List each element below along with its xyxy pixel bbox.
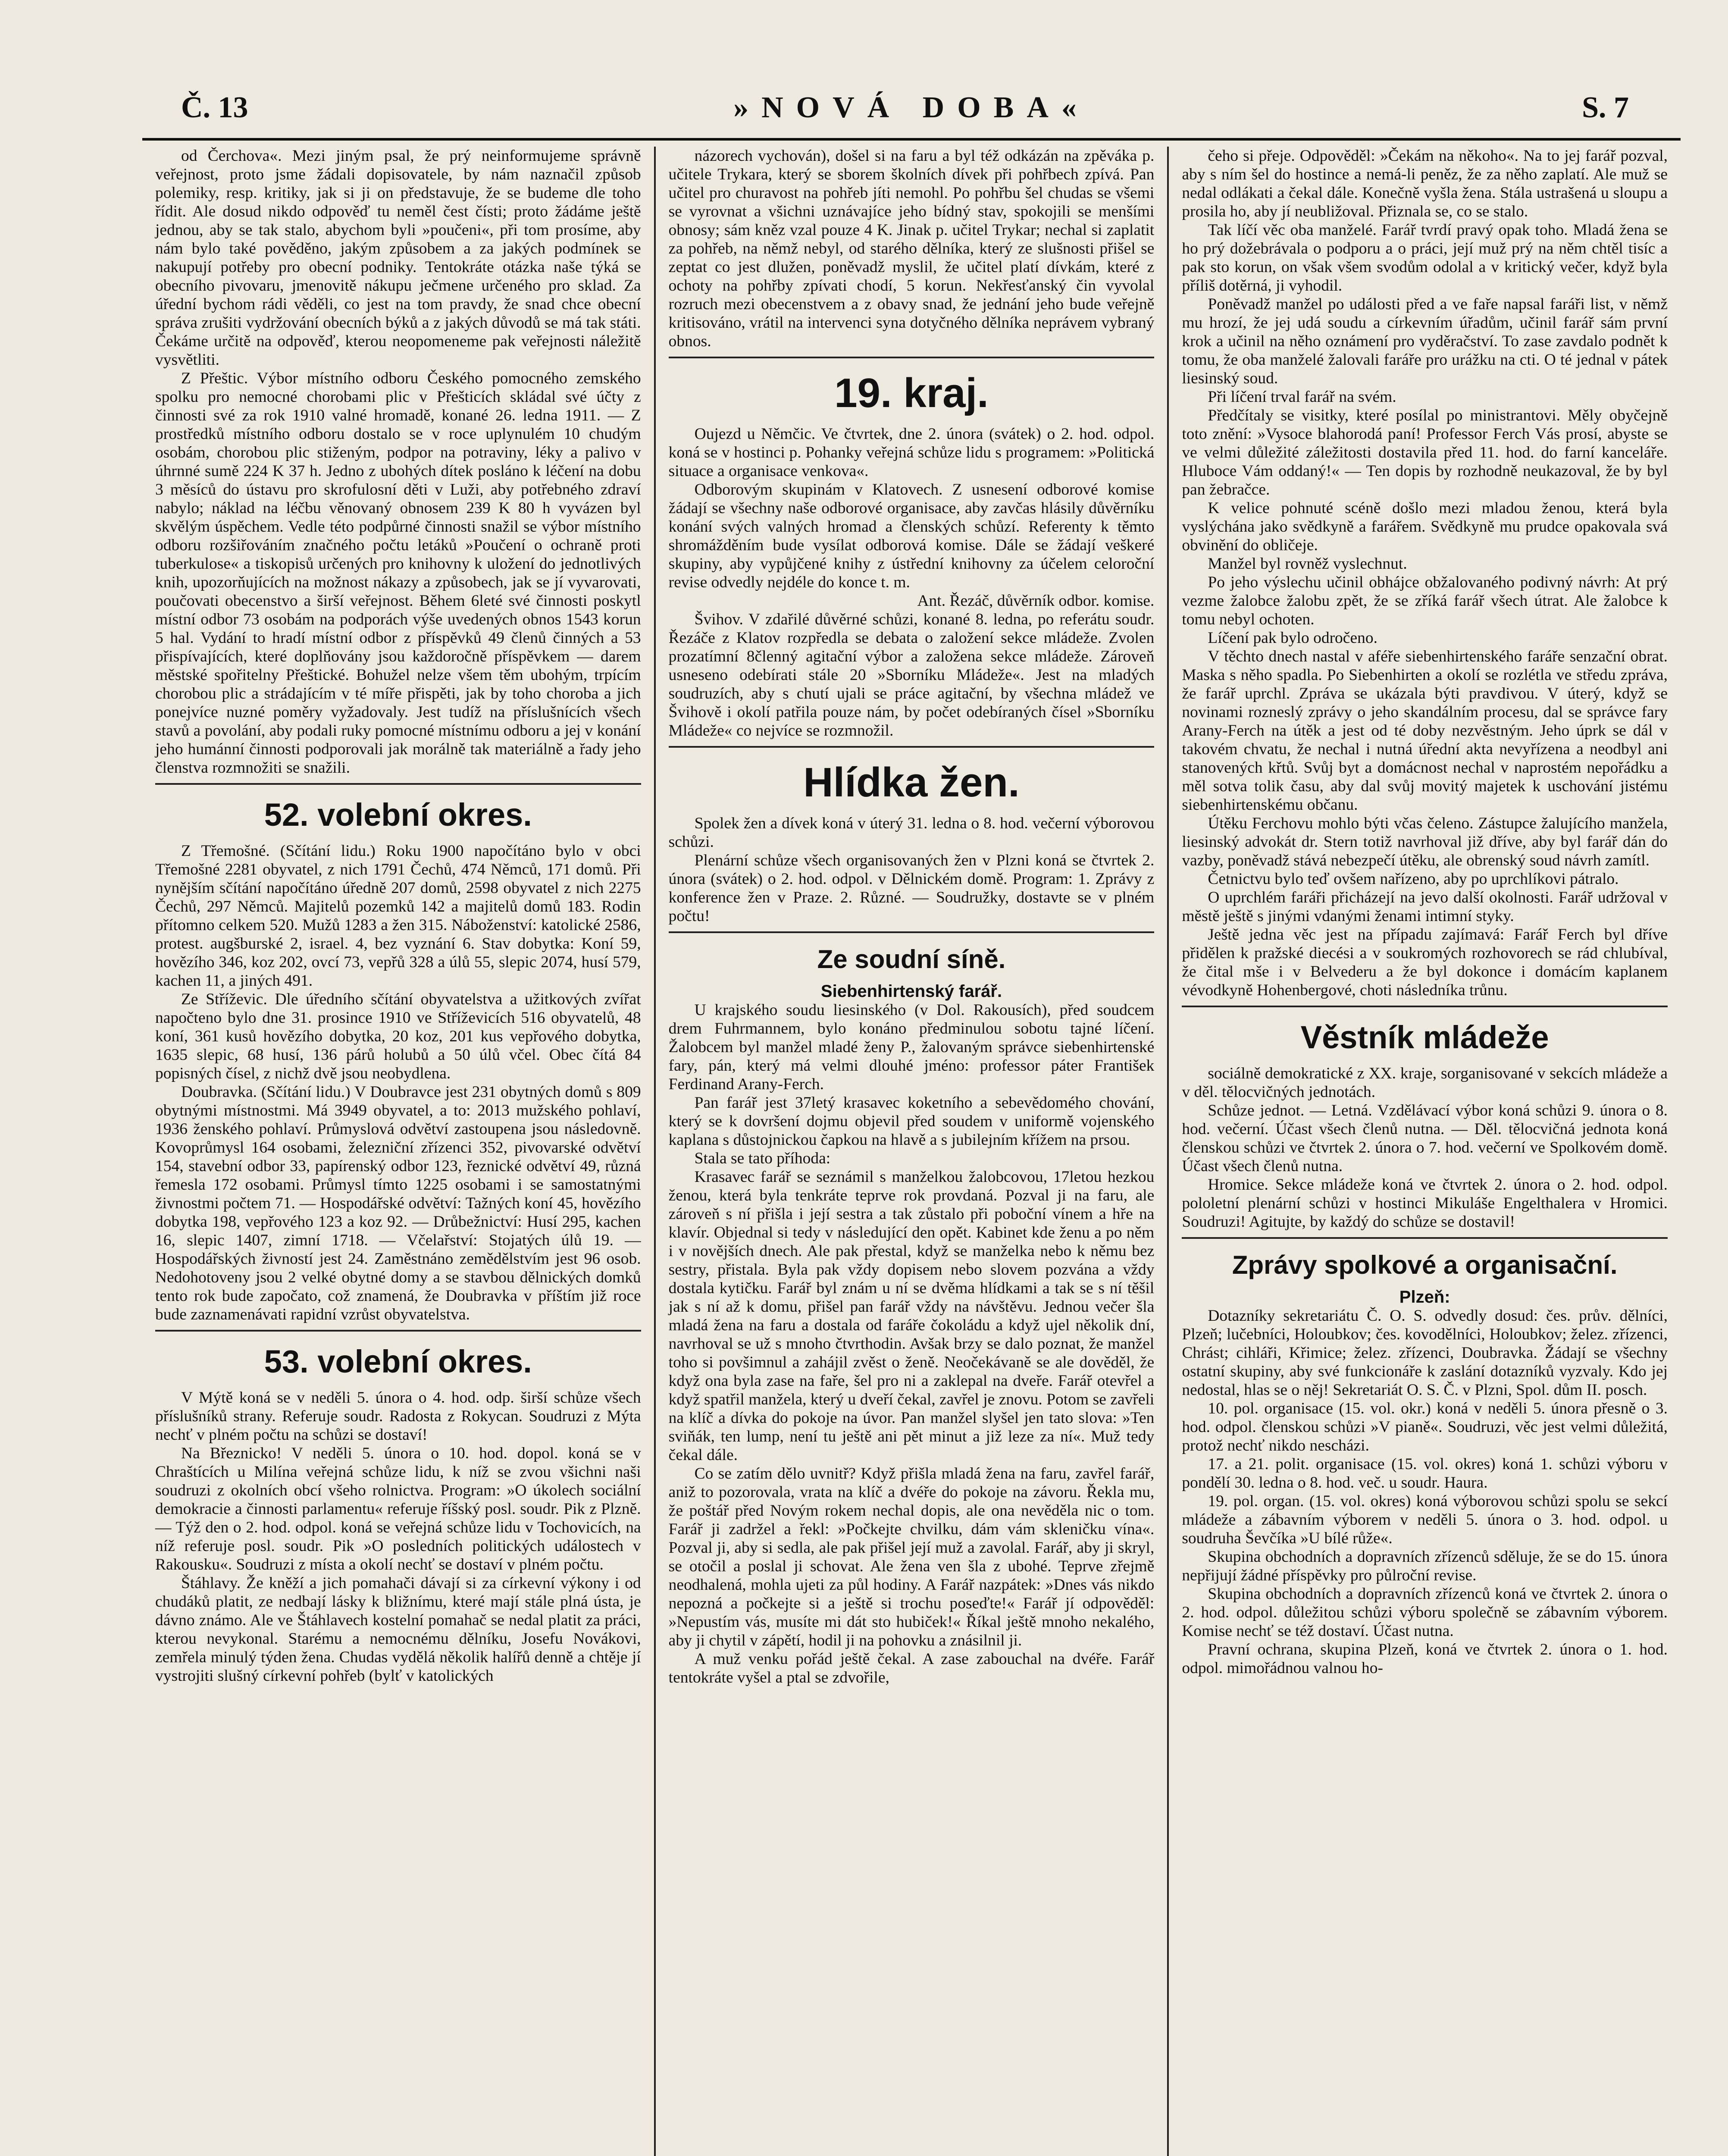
article-columns [142,147,1681,2156]
article-paragraph: Líčení pak bylo odročeno. [1208,629,1377,647]
article-paragraph: Z Třemošné. (Sčítání lidu.) Roku 1900 napočítáno bylo v obci Třemošné 2281 obyvatel, z nich 1791 Čechů, 474 Němců, 171 domů. Při nynějším sčítání napočítáno úředně 207 domů, 2598 obyvatel z nich 2275 Čechů, 297 Němců. Majitelů pozemků 142 a majitelů domů 183. Rodin přítomno celkem 520. Mužů 1283 a žen 315. Náboženství: katolické 2586, protest. augšburské 2, israel. 4, bez vyznání 6. Stav dobytka: Koní 59, hovězího 346, koz 202, ovcí 73, vepřů 328 a úlů 55, slepic 2074, husí 579, kachen 11, a jiných 491. [155,842,641,990]
issue-number: Č. 13 [181,91,248,124]
divider [1182,1237,1668,1239]
article-paragraph: Skupina obchodních a dopravních zřízenců sděluje, že se do 15. února nepřijují žádné příspěvky pro půlroční revise. [1182,1548,1668,1584]
article-paragraph: Štáhlavy. Že kněží a jich pomahači dávají si za církevní výkony i od chudáků platit, ze nedbají lásky k bližnímu, které mají stále plná ústa, je dávno známo. Ale ve Štáhlavech kostelní pomahač se nedal platit za práci, kterou nevykonal. Starému a nemocnému dělníku, Josefu Novákovi, zemřela minulý týden žena. Chudas vydělá několik halířů denně a chtěje jí vystrojiti slušný církevní pohřeb (bylť v katolických [155,1574,641,1685]
article-paragraph: Manžel byl rovněž vyslechnut. [1208,555,1407,573]
article-paragraph: Pravní ochrana, skupina Plzeň, koná ve čtvrtek 2. února o 1. hod. odpol. mimořádnou valnou ho- [1182,1641,1668,1677]
article-paragraph: Švihov. V zdařilé důvěrné schůzi, konané 8. ledna, po referátu soudr. Řezáče z Klatov rozpředla se debata o založení sekce mládeže. Zvolen prozatímní 8členný agitační výbor a založena sekce mládeže. Zároveň usneseno odebírati stále 20 »Sborníku Mládeže«. Jest na mladých soudruzích, aby s chutí ujali se práce agitační, by všechna mládež ve Švihově i okolí patřila pouze nám, by počet odebíraných čísel »Sborníku Mládeže« co nejvíce se rozmnožil. [668,611,1155,740]
page-number: S. 7 [1582,91,1629,124]
article-paragraph: 19. pol. organ. (15. vol. okres) koná výborovou schůzi spolu se sekcí mládeže a zábavním výborem v neděli 5. února o 3. hod. odpol. u soudruha Ševčíka »U bílé růže«. [1182,1492,1668,1547]
divider [669,931,1155,933]
divider [155,783,641,785]
article-paragraph: Stala se tato příhoda: [694,1150,831,1167]
column-1 [142,147,654,2156]
divider [155,1330,641,1332]
divider [669,746,1155,748]
signature-line: Ant. Řezáč, důvěrník odbor. komise. [917,592,1155,610]
article-paragraph: A muž venku pořád ještě čekal. A zase zabouchal na dvéře. Farář tentokráte vyšel a ptal se zdvořile, [668,1650,1155,1686]
section-heading-vestnik-mladeze: Věstník mládeže [1300,1019,1549,1055]
article-paragraph: V těchto dnech nastal v aféře siebenhirtenského faráře senzační obrat. Maska s něho spadla. Po Siebenhirten a okolí se rozlétla ve středu zpráva, že farář uprchl. Zpráva se ukázala býti pravdivou. V úterý, když se novinami rozneslý zprávy o jeho skandálním procesu, dal se správce fary Arany-Ferch na útěk a jest od té doby nezvěstným. Jeho úprk se dál v takovém chvatu, že nechal i nutná úřední akta nevyřízena a neodbyl ani stanovených křtů. Svůj byt a domácnost nechal v naprostém nepořádku a měl sotva tolik času, aby dal svůj movitý majetek k uschování jistému siebenhirtenskému občanu. [1182,648,1668,814]
article-paragraph: Schůze jednot. — Letná. Vzdělávací výbor koná schůzi 9. února o 8. hod. večerní. Účast všech členů nutna. — Děl. tělocvičná jednota koná členskou schůzi ve čtvrtek 2. února o 7. hod. večerní ve Spolkovém domě. Účast všech členů nutna. [1182,1102,1668,1175]
article-paragraph: V Mýtě koná se v neděli 5. února o 4. hod. odp. širší schůze všech příslušníků strany. Referuje soudr. Radosta z Rokycan. Soudruzi z Mýta nechť v plném počtu na schůzi se dostaví! [155,1389,641,1444]
article-paragraph: Četnictvu bylo teď ovšem nařízeno, aby po uprchlíkovi pátralo. [1208,870,1619,888]
article-paragraph: Ze Stříževic. Dle úředního sčítání obyvatelstva a užitkových zvířat napočteno bylo dne 31. prosince 1910 ve Stříževicích 516 obyvatelů, 48 koní, 361 kusů hovězího dobytka, 20 koz, 201 kus vepřového dobytka, 1635 slepic, 68 husí, 136 párů holubů a 50 úlů včel. Obec čítá 84 popisných čísel, z nichž dvě jsou neobydlena. [155,990,641,1082]
article-paragraph: Z Přeštic. Výbor místního odboru Českého pomocného zemského spolku pro nemocné chorobami plic v Přešticích skládal své účty z činnosti své za rok 1910 valné hromadě, konané 26. ledna 1911. — Z prostředků místního odboru dostalo se v roce uplynulém 10 chudým osobám, chorobou plic stiženým, podpor na potraviny, léky a palivo v úhrnné sumě 224 K 37 h. Jedno z ubohých dítek posláno k léčení na dobu 3 měsíců do ústavu pro skrofulosní děti v Luži, aby potřebného zdraví nabylo; náklad na léčbu věnovaný obnosem 239 K 80 h vyvázen byl skvělým úspěchem. Vedle této podpůrné činnosti snažil se výbor místního odboru rozšiřováním značného počtu letáků »Poučení o ochraně proti tuberkulose« a tiskopisů určených pro knihovny k uložení do jednotlivých knih, upozorňujících na možnost nákazy a způsobech, jak se jí vyvarovati, poučovati obecenstvo a širší veřejnost. Během 6leté své činnosti poskytl místní odbor 73 osobám na podporách výše uvedených obnos 1543 korun 5 hal. Vydání to hradí místní odbor z příspěvků 49 členů činných a 53 přispívajících, které doplňovány jsou každoročně příspěvkem — darem městské spořitelny Přeštické. Bohužel nelze všem těm ubohým, trpícím chorobou plic a strádajícím v té míře přispěti, jak by toho choroba a jich ponejvíce nuzné poměry vyžadovaly. Jest tudíž na příslušnících všech stavů a povolání, aby podali ruky pomocné místnímu odboru a jej v konání jeho humánní činnosti podporovali jak morálně tak materiálně a řady jeho členstva rozmnožiti se snažili. [155,370,641,777]
article-paragraph: Po jeho výslechu učinil obhájce obžalovaného podivný návrh: At prý vezme žalobce žalobu zpět, že se zříká farář všech útrat. Ale žalobce k tomu nebyl ochoten. [1182,573,1668,628]
article-paragraph: Útěku Ferchovu mohlo býti včas čeleno. Zástupce žalujícího manžela, liesinský advokát dr. Stern totiž navrhoval již dříve, aby byl farář dán do vazby, poněvadž stává nebezpečí útěku, ale obrenský soud návrh zamítl. [1182,815,1668,869]
article-paragraph: U krajského soudu liesinského (v Dol. Rakousích), před soudcem drem Fuhrmannem, bylo konáno předminulou sobotu tajné líčení. Žalobcem byl manžel mladé ženy P., žalovaným správce siebenhirtenské fary, pán, který má velmi dlouhé jméno: professor páter František Ferdinand Arany-Ferch. [668,1001,1155,1093]
divider [1182,1006,1668,1007]
divider [669,357,1155,358]
article-paragraph: Na Březnicko! V neděli 5. února o 10. hod. dopol. koná se v Chraštících u Milína veřejná schůze lidu, k níž se zvou všichni naši soudruzi z okolních obcí všeho rolnictva. Program: »O úkolech sociální demokracie a činnosti parlamentu« referuje říšský posl. soudr. Pik z Plzně. — Týž den o 2. hod. odpol. koná se veřejná schůze lidu v Tochovicích, na níž referuje posl. soudr. Pik »O posledních politických událostech v Rakousku«. Soudruzi z místa a okolí nechť se dostaví v plném počtu. [155,1445,641,1573]
article-paragraph: sociálně demokratické z XX. kraje, sorganisované v sekcích mládeže a v děl. tělocvičných jednotách. [1182,1065,1668,1101]
masthead-title: »NOVÁ DOBA« [733,91,1089,124]
article-paragraph: Poněvadž manžel po události před a ve faře napsal faráři list, v němž mu hrozí, že jej udá soudu a církevním úřadům, učinil farář sám první krok a učinil na něho oznámení pro vyděračství. To zase zavdalo podnět k tomu, že oba manželé žalovali faráře pro urážku na cti. O té jednal v pátek liesinský soud. [1182,295,1668,387]
article-paragraph: Spolek žen a dívek koná v úterý 31. ledna o 8. hod. večerní výborovou schůzi. [668,815,1155,851]
article-paragraph: názorech vychován), došel si na faru a byl též odkázán na zpěváka p. učitele Trykara, který se sborem školních dívek při pohřbech zpívá. Pan učitel pro churavost na pohřeb jíti nemohl. Po pohřbu šel chudas se všemi se vyrovnat a všichni uznávajíce jeho bídný stav, spokojili se menšími obnosy; sám kněz vzal pouze 4 K. Jinak p. učitel Trykar; nechal si zaplatit za pohřeb, na němž nebyl, od starého dělníka, který ze slušnosti přišel se zeptat co jest dlužen, poněvadž myslil, že učitel platí dívkám, které z ochoty na pohřby zpívati chodí, 5 korun. Nekřesťanský čin vyvolal rozruch mezi obecenstvem a z obavy snad, že jednání jeho bude veřejně kritisováno, vrátil na intervenci syna dotyčného dělníka neprávem vybraný obnos. [668,147,1155,350]
article-paragraph: Oujezd u Němčic. Ve čtvrtek, dne 2. února (svátek) o 2. hod. odpol. koná se v hostinci p. Pohanky veřejná schůze lidu s programem: »Politická situace a organisace venkova«. [668,425,1155,480]
article-paragraph: čeho si přeje. Odpověděl: »Čekám na někoho«. Na to jej farář pozval, aby s ním šel do hostince a nemá-li peněz, že za něho zaplatí. Ale muž se nedal odlákati a čekal dále. Konečně vyšla žena. Stála ustrašená u sloupu a prosila ho, aby jí neubližoval. Přiznala se, co se stalo. [1182,147,1668,220]
article-paragraph: Krasavec farář se seznámil s manželkou žalobcovou, 17letou hezkou ženou, která byla tenkráte teprve rok provdaná. Pozval ji na faru, ale zároveň s ní přišla i její sestra a tak zůstalo při poboční vínem a hře na klavír. Objednal si tedy v následující den opět. Kabinet kde ženu a po něm i v novějších dnech. Ale pak přestal, když se manželka nebo k němu bez sestry, přistala. Byla pak vždy dopisem nebo slovem pozvána a vždy dostala kytičku. Farář byl znám u ní se dvěma hlídkami a tak se s ní těšil jak s ní až k domu, přišel pan farář vždy na návštěvu. Jednou večer šla mladá žena na faru a dostala od faráře čokoládu a když ujel několik dní, navrhoval se už s mnoho čtvrthodin. Avšak brzy se dalo poznat, že manžel toho si povšimnul a zahájil zvěst o ženě. Neočekávaně se ale dověděl, že když ona byla zase na faře, šel pro ni a zaklepal na dveře. Farář otevřel a když spatřil manžela, který u dveří čekal, zavřel je znovu. Potom se zavřeli na klíč a dívka do pokoje na úvor. Pan manžel slyšel jen tato slova: »Ten sviňák, ten lump, není tu ještě ani pět minut a již leze za ní«. Muž tedy čekal dále. [668,1168,1155,1464]
section-heading-19-kraj: 19. kraj. [834,370,989,416]
article-subheading: Plzeň: [1399,1288,1450,1307]
article-paragraph: O uprchlém faráři přicházejí na jevo další okolnosti. Farář udržoval v městě ještě s jinými vdanými ženami intimní styky. [1182,889,1668,925]
article-paragraph: Doubravka. (Sčítání lidu.) V Doubravce jest 231 obytných domů s 809 obytnými místnostmi. Má 3949 obyvatel, a to: 2013 mužského pohlaví, 1936 ženského pohlaví. Průmyslová odvětví zastoupena jsou následovně. Kovoprůmysl 164 osobami, železniční zřízenci 352, pivovarské odvětví 154, stavební odbor 33, papírenský odbor 123, řeznické odvětví 49, různá řemesla 172 osobami. Průmysl tímto 1225 osobami i se samostatnými živnostmi počtem 71. — Hospodářské odvětví: Tažných koní 45, hovězího dobytka 198, vepřového 123 a koz 92. — Drůbežnictví: Husí 295, kachen 16, slepic 1407, zimní 1718. — Včelařství: Stojatých úlů 19. — Hospodářských živností jest 24. Zaměstnáno zemědělstvím jest 96 osob. Nedohotoveny jsou 2 velké obytné domy a se stavbou dělnických domků tento rok bude započato, což znamená, že Doubravka v příštím již roce bude zaznamenávati rapidní vzrůst obyvatelstva. [155,1083,641,1323]
column-2 [654,147,1168,2156]
article-paragraph: Při líčení trval farář na svém. [1208,388,1396,406]
column-3 [1167,147,1681,2156]
article-paragraph: Plenární schůze všech organisovaných žen v Plzni koná se čtvrtek 2. února (svátek) o 2. hod. odpol. v Dělnickém domě. Program: 1. Zprávy z konference žen v Praze. 2. Různé. — Soudružky, dostavte se v plném počtu! [668,852,1155,925]
section-heading-hlidka-zen: Hlídka žen. [803,759,1020,805]
article-paragraph: Tak líčí věc oba manželé. Farář tvrdí pravý opak toho. Mladá žena se ho prý dožebrávala o podporu a o práci, její muž prý na něm chtěl tisíc a pak sto korun, on však všem svodům odolal a v kritický večer, když byla příliš dotěrná, ji vyhodil. [1182,221,1668,295]
article-paragraph: Ještě jedna věc jest na případu zajímavá: Farář Ferch byl dříve přidělen k pražské diecési a v soukromých rozhovorech se rád chlubíval, že čital mše i v Belvederu a že byl dokonce i domácím kaplanem vévodkyně Hohenbergové, choti následníka trůnu. [1182,926,1668,999]
article-paragraph: Hromice. Sekce mládeže koná ve čtvrtek 2. února o 2. hod. odpol. pololetní plenární schůzi v hostinci Mikuláše Engelthalera v Hromici. Soudruzi! Agitujte, by každý do schůze se dostavil! [1182,1176,1668,1231]
section-heading-zpravy-spolkove: Zprávy spolkové a organisační. [1232,1250,1618,1279]
section-heading-53-okres: 53. volební okres. [264,1344,532,1379]
article-paragraph: 17. a 21. polit. organisace (15. vol. okres) koná 1. schůzi výboru v pondělí 30. ledna o 8. hod. več. u soudr. Haura. [1182,1455,1668,1492]
article-subheading: Siebenhirtenský farář. [820,982,1002,1001]
article-paragraph: Odborovým skupinám v Klatovech. Z usnesení odborové komise žádají se všechny naše odborové organisace, aby zavčas hlásily důvěrníku konání svých valných hromad a členských schůzí. Referenty k těmto shromážděním bude vysílat odborová komise. Dále se žádají veškeré skupiny, aby vypůjčené knihy z ústřední knihovny za účelem celoroční revise odvedly nejdéle do konce t. m. [668,481,1155,591]
article-paragraph: Pan farář jest 37letý krasavec koketního a sebevědomého chování, který se k dovršení dojmu objevil před soudem v uniformě vojenského kaplana s důstojnickou čapkou na hlavě a s jubilejním křížem na prsou. [668,1094,1155,1149]
article-paragraph: Skupina obchodních a dopravních zřízenců koná ve čtvrtek 2. února o 2. hod. odpol. důležitou schůzi výboru společně se zábavním výborem. Komise nechť se též dostaví. Účast nutna. [1182,1585,1668,1640]
article-paragraph: Co se zatím dělo uvnitř? Když přišla mladá žena na faru, zavřel farář, aniž to pozorovala, vrata na klíč a dvéře do pokoje na závoru. Řekla mu, že poštář před Novým rokem nechal dopis, ale ona nevěděla nic o tom. Farář ji zadržel a řekl: »Počkejte chvilku, dám vám skleničku vína«. Pozval ji, aby si sedla, ale pak přišel její muž a zavolal. Farář, aby ji skryl, se otočil a poslal ji schovat. Ale žena ven šla z ubohé. Teprve zřejmě neodhalená, mohla ujeti za půl hodiny. A Farář nazpátek: »Dnes vás nikdo nepozná a počkejte si a ještě si trochu poseďte!« Farář jí odpověděl: »Nepustím vás, musíte mi dát sto hubiček!« Říkal ještě mnoho nekalého, aby ji chytil v zápětí, hodil ji na pohovku a znásilnil ji. [668,1465,1155,1649]
section-heading-52-okres: 52. volební okres. [264,797,532,833]
page-header [142,86,1681,141]
article-paragraph: 10. pol. organisace (15. vol. okr.) koná v neděli 5. února přesně o 3. hod. odpol. členskou schůzi »V pianě«. Soudruzi, věc jest velmi důležitá, protož nechť nikdo nescházi. [1182,1400,1668,1454]
article-paragraph: od Čerchova«. Mezi jiným psal, že prý neinformujeme správně veřejnost, proto jsme žádali dopisovatele, by nám naznačil způsob polemiky, resp. kritiky, jak si ji on představuje, že se budeme dle toho řídit. Ale dosud nikdo odpověď tu neměl čest čísti; proto žádáme ještě jednou, aby se tak stalo, abychom byli »poučeni«, při tom prosíme, aby nám bylo také pověděno, jakým způsobem a za jakých podmínek se nakupují potřeby pro obecní podniky. Tentokráte otázka naše týká se obecního pivovaru, jmenovitě nákupu ječmene určeného pro sklad. Za úřední bychom rádi věděli, co jest na tom pravdy, že snad chce obecní správa zrušiti vydržování obecních býků a z jakých důvodů se má tak státi. Čekáme určitě na odpověď, kterou neopomeneme pak veřejnosti náležitě vysvětliti. [155,147,641,369]
article-paragraph: Dotazníky sekretariátu Č. O. S. odvedly dosud: čes. prův. dělníci, Plzeň; lučebníci, Holoubkov; čes. kovodělníci, Holoubkov; želez. zřízenci, Chrást; cihláři, Křimice; želez. zřízenci, Doubravka. Žádají se všechny ostatní skupiny, aby své funkcionáře k zaslání dotazníků vyzvaly. Kdo jej nedostal, hlas se o něj! Sekretariát O. S. Č. v Plzni, Spol. dům II. posch. [1182,1307,1668,1399]
section-heading-soudni-sin: Ze soudní síně. [817,945,1006,974]
article-paragraph: Předčítaly se visitky, které posílal po ministrantovi. Měly obyčejně toto znění: »Vysoce blahorodá paní! Professor Ferch Vás prosí, abyste se ve velmi důležité záležitosti dostavila před 11. hod. do farní kanceláře. Hluboce Vám oddaný!« — Ten dopis by rozhodně neukazoval, že by byl pan žebračce. [1182,407,1668,498]
article-paragraph: K velice pohnuté scéně došlo mezi mladou ženou, která byla vyslýchána jako svědkyně a farářem. Svědkyně mu prudce opakovala svá obvinění do obličeje. [1182,499,1668,554]
